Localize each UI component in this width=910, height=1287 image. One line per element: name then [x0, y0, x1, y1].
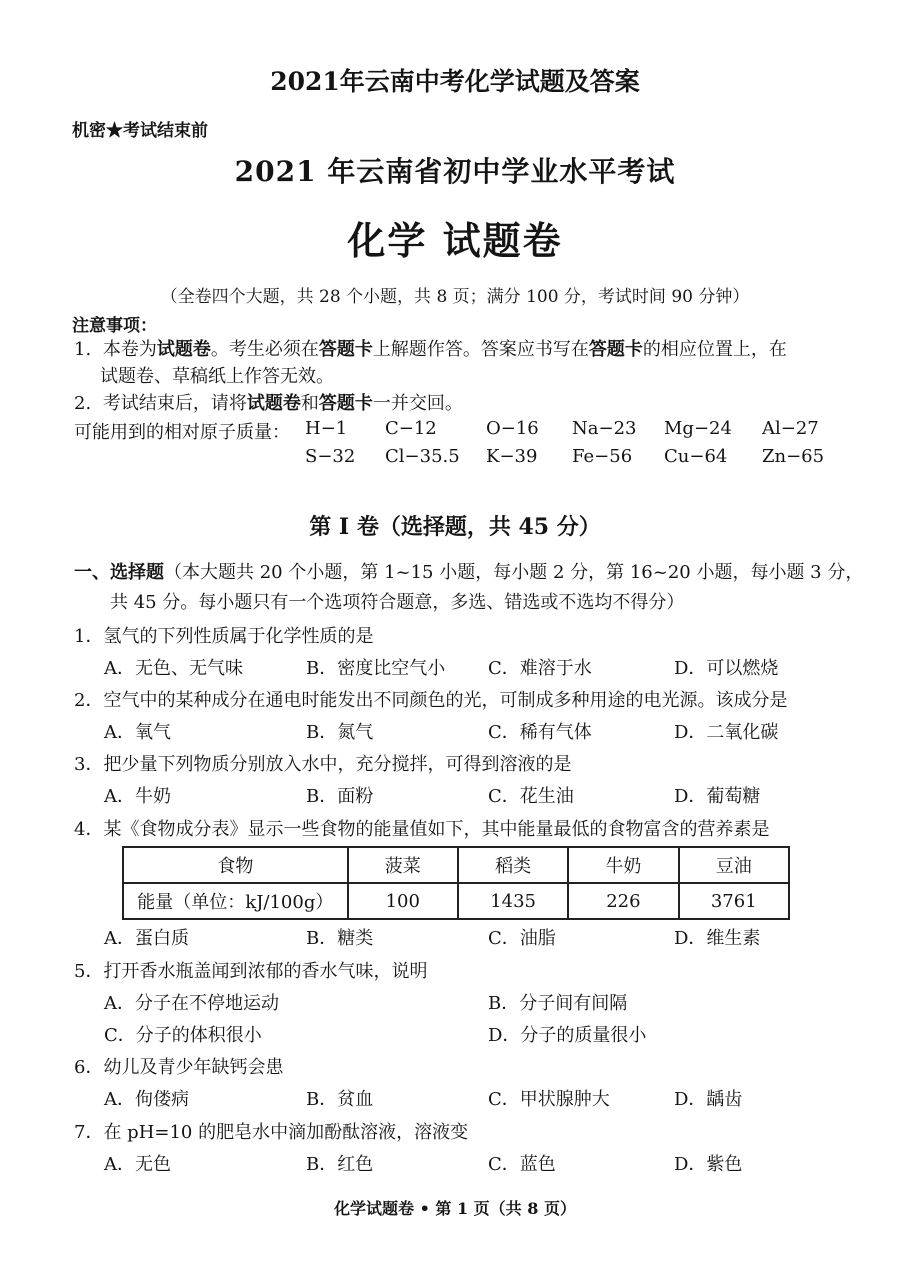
question-3-option-a: A．牛奶	[104, 786, 171, 807]
question-5-stem: 5．打开香水瓶盖闻到浓郁的香水气味，说明	[74, 961, 428, 982]
note-1-text-d: 的相应位置上，在	[642, 339, 787, 360]
note-1-text-b: 。考生必须在	[210, 339, 319, 360]
question-7-option-a: A．无色	[104, 1154, 171, 1175]
paper-title: 化学 试题卷	[347, 218, 563, 263]
question-2-option-a: A．氧气	[104, 722, 171, 743]
atomic-mass-label: 可能用到的相对原子质量：	[74, 422, 290, 443]
atomic-mass-s: S−32	[305, 446, 356, 467]
confidential-label: 机密★考试结束前	[72, 121, 208, 141]
part-1-intro	[74, 558, 863, 584]
question-5-option-d: D．分子的质量很小	[488, 1025, 647, 1046]
note-1-line-2: 试题卷、草稿纸上作答无效。	[100, 366, 334, 387]
question-6-stem: 6．幼儿及青少年缺钙会患	[74, 1057, 284, 1078]
note-2-text-c: 一并交回。	[372, 393, 463, 414]
atomic-mass-cl: Cl−35.5	[385, 446, 460, 467]
question-3-option-d: D．葡萄糖	[674, 786, 761, 807]
part-1-name: 选择题	[110, 562, 164, 583]
question-7-option-c: C．蓝色	[488, 1154, 556, 1175]
page-footer: 化学试题卷 • 第 1 页（共 8 页）	[334, 1199, 576, 1218]
exam-title: 2021 年云南省初中学业水平考试	[234, 155, 676, 188]
question-2-option-c: C．稀有气体	[488, 722, 592, 743]
question-2-option-b: B．氮气	[306, 722, 374, 743]
part-1-desc-line-2: 共 45 分。每小题只有一个选项符合题意，多选、错选或不选均不得分）	[110, 592, 685, 613]
note-1-bold-b: 答题卡	[318, 339, 373, 360]
question-4-option-b: B．糖类	[306, 928, 374, 949]
note-item-1	[74, 335, 787, 361]
table-cell: 1435	[458, 883, 568, 919]
question-5-option-a: A．分子在不停地运动	[104, 993, 279, 1014]
table-header-cell: 稻类	[458, 847, 568, 883]
question-1-option-a: A．无色、无气味	[104, 658, 243, 679]
question-5-option-c: C．分子的体积很小	[104, 1025, 262, 1046]
question-6-option-a: A．佝偻病	[104, 1089, 189, 1110]
table-row	[123, 847, 789, 883]
table-cell: 3761	[679, 883, 789, 919]
table-cell: 100	[348, 883, 458, 919]
part-1-desc-line-1: （本大题共 20 个小题，第 1~15 小题，每小题 2 分，第 16~20 小题，每小题 3 分，	[164, 562, 864, 583]
note-2-number: 2.	[74, 393, 92, 414]
note-1-text-a: 本卷为	[102, 339, 157, 360]
section-heading: 第 Ⅰ 卷（选择题，共 45 分）	[309, 514, 601, 540]
atomic-mass-cu: Cu−64	[664, 446, 728, 467]
note-1-bold-c: 答题卡	[588, 339, 643, 360]
question-4-option-a: A．蛋白质	[104, 928, 189, 949]
note-2-text-b: 和	[300, 393, 319, 414]
question-1-option-b: B．密度比空气小	[306, 658, 446, 679]
note-item-2	[74, 389, 463, 415]
table-header-cell: 菠菜	[348, 847, 458, 883]
question-2-stem: 2．空气中的某种成分在通电时能发出不同颜色的光，可制成多种用途的电光源。该成分是	[74, 690, 788, 711]
question-3-option-b: B．面粉	[306, 786, 374, 807]
document-title: 2021年云南中考化学试题及答案	[270, 67, 640, 96]
question-2-option-d: D．二氧化碳	[674, 722, 779, 743]
question-7-option-b: B．红色	[306, 1154, 374, 1175]
atomic-mass-k: K−39	[486, 446, 538, 467]
table-header-cell: 豆油	[679, 847, 789, 883]
question-6-option-d: D．龋齿	[674, 1089, 743, 1110]
question-1-option-c: C．难溶于水	[488, 658, 592, 679]
question-5-option-b: B．分子间有间隔	[488, 993, 628, 1014]
question-6-option-c: C．甲状腺肿大	[488, 1089, 610, 1110]
food-energy-table	[122, 846, 790, 920]
question-1-stem: 1．氢气的下列性质属于化学性质的是	[74, 626, 374, 647]
question-4-stem: 4．某《食物成分表》显示一些食物的能量值如下，其中能量最低的食物富含的营养素是	[74, 819, 770, 840]
question-3-option-c: C．花生油	[488, 786, 574, 807]
note-1-text-c: 上解题作答。答案应书写在	[372, 339, 589, 360]
atomic-mass-h: H−1	[305, 418, 348, 439]
note-2-bold-a: 试题卷	[246, 393, 301, 414]
atomic-mass-na: Na−23	[572, 418, 637, 439]
question-6-option-b: B．贫血	[306, 1089, 374, 1110]
atomic-mass-fe: Fe−56	[572, 446, 633, 467]
question-7-option-d: D．紫色	[674, 1154, 743, 1175]
atomic-mass-c: C−12	[385, 418, 437, 439]
table-header-cell: 食物	[123, 847, 348, 883]
note-2-text-a: 考试结束后，请将	[102, 393, 247, 414]
paper-info: （全卷四个大题，共 28 个小题，共 8 页；满分 100 分，考试时间 90 分钟）	[160, 287, 750, 307]
question-7-stem: 7．在 pH=10 的肥皂水中滴加酚酞溶液，溶液变	[74, 1122, 469, 1143]
note-2-bold-b: 答题卡	[318, 393, 373, 414]
table-cell: 能量（单位：kJ/100g）	[123, 883, 348, 919]
table-header-cell: 牛奶	[568, 847, 678, 883]
question-1-option-d: D．可以燃烧	[674, 658, 779, 679]
atomic-mass-al: Al−27	[762, 418, 819, 439]
atomic-mass-o: O−16	[486, 418, 539, 439]
note-1-number: 1.	[74, 339, 92, 360]
table-cell: 226	[568, 883, 678, 919]
table-row	[123, 883, 789, 919]
question-3-stem: 3．把少量下列物质分别放入水中，充分搅拌，可得到溶液的是	[74, 754, 572, 775]
atomic-mass-zn: Zn−65	[762, 446, 825, 467]
notes-heading: 注意事项：	[72, 316, 157, 336]
atomic-mass-mg: Mg−24	[664, 418, 732, 439]
question-4-option-d: D．维生素	[674, 928, 761, 949]
note-1-bold-a: 试题卷	[156, 339, 211, 360]
part-1-number: 一、	[74, 562, 110, 583]
question-4-option-c: C．油脂	[488, 928, 556, 949]
